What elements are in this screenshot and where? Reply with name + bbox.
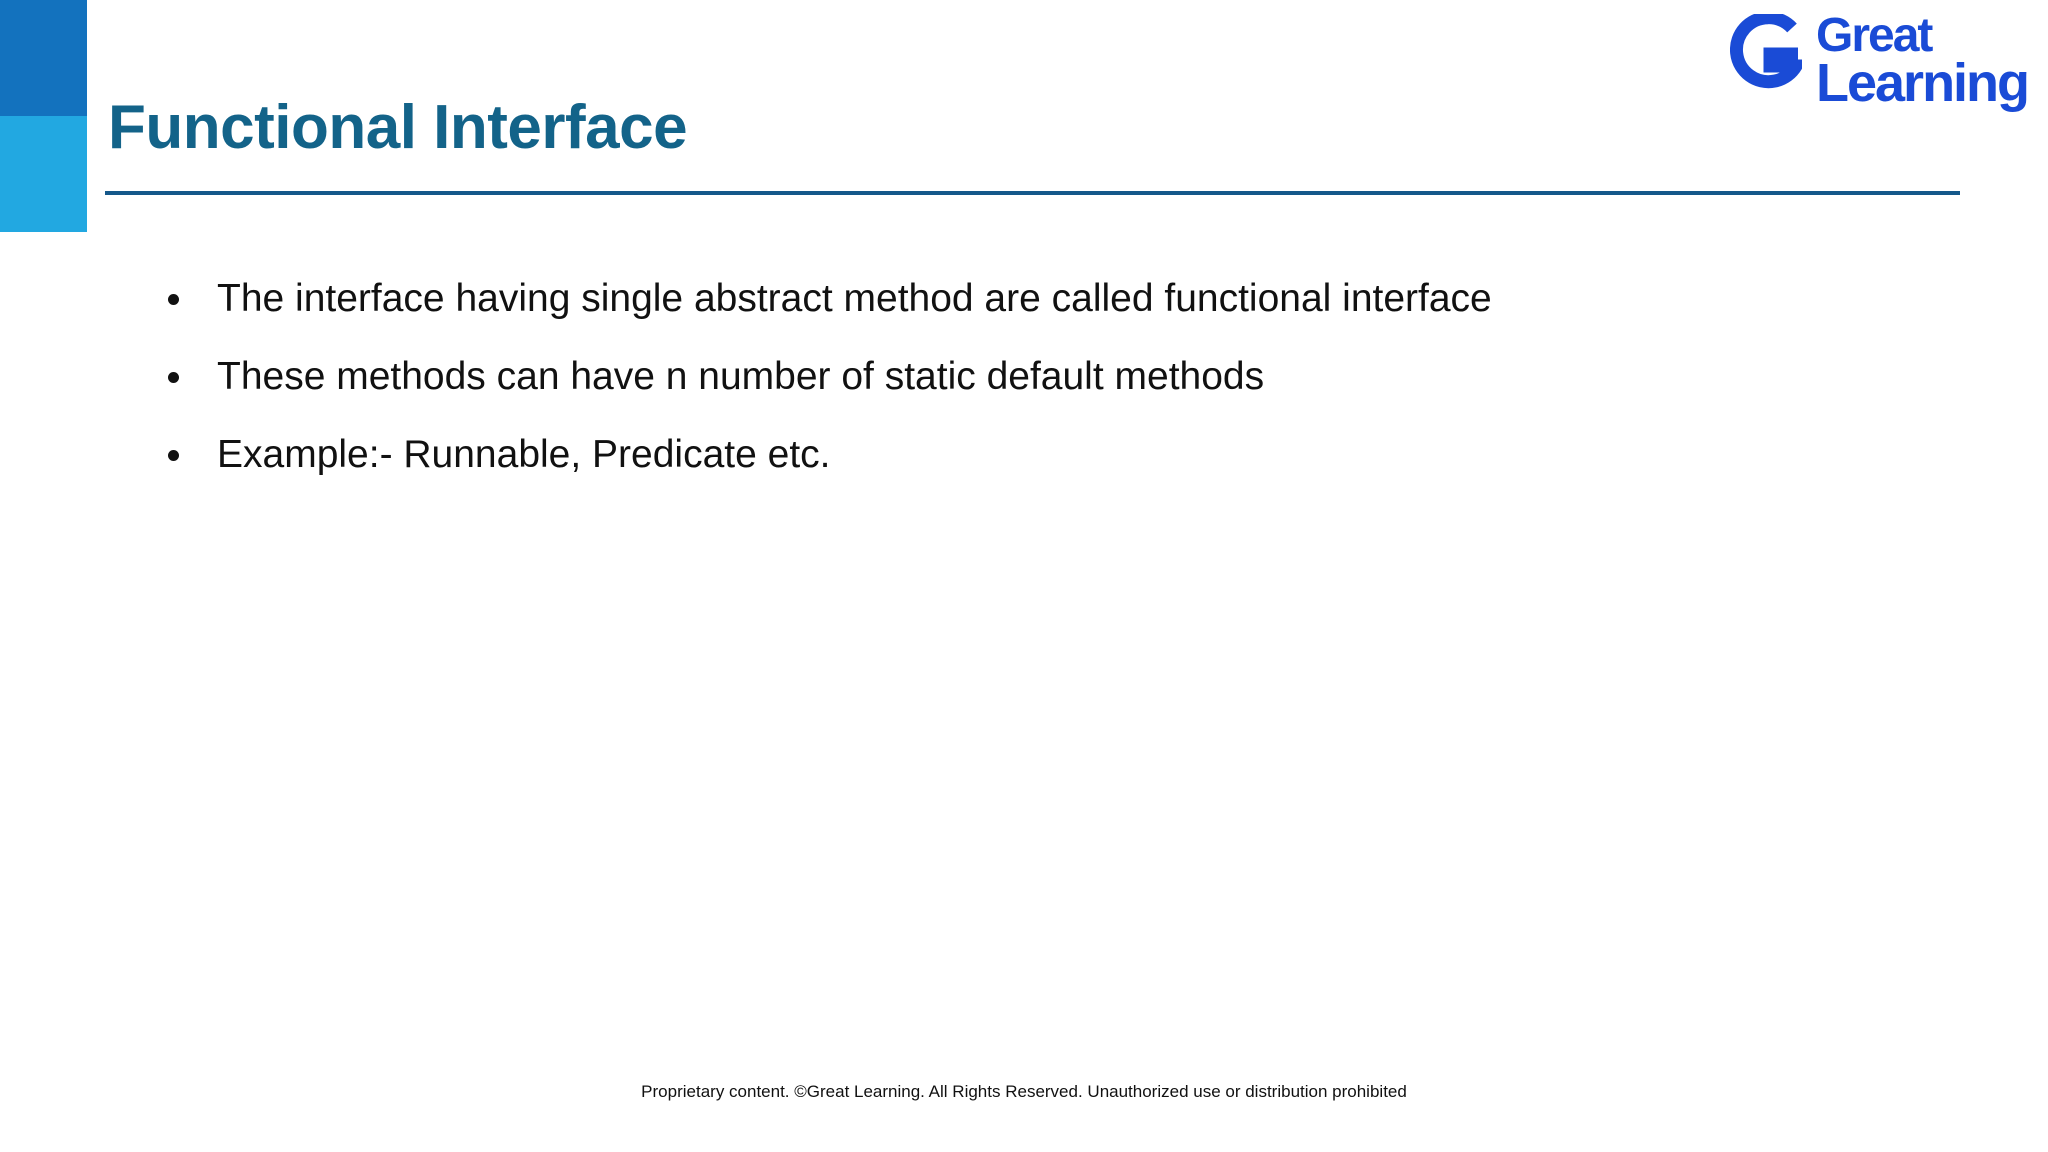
logo-word-learning: Learning [1816,53,2029,113]
bullet-list [160,260,1492,494]
copyright-footer: Proprietary content. ©Great Learning. All Rights Reserved. Unauthorized use or distribution prohibited [641,1082,1407,1101]
bullet-dot-icon [168,294,179,305]
bullet-dot-icon [168,372,179,383]
bullet-text: These methods can have n number of static default methods [217,355,1265,398]
logo-word-great: Great [1816,9,1932,62]
bullet-text: Example:- Runnable, Predicate etc. [217,433,831,476]
great-learning-logo [1730,9,2030,113]
bullet-item [160,260,1492,338]
bullet-item [160,338,1492,416]
title-divider [105,191,1960,195]
bullet-text: The interface having single abstract method are called functional interface [217,277,1492,320]
great-learning-g-icon [1730,14,1802,100]
corner-accent-light [0,116,87,232]
slide-title: Functional Interface [108,93,688,162]
bullet-item [160,416,1492,494]
bullet-dot-icon [168,450,179,461]
corner-accent-dark [0,0,87,116]
